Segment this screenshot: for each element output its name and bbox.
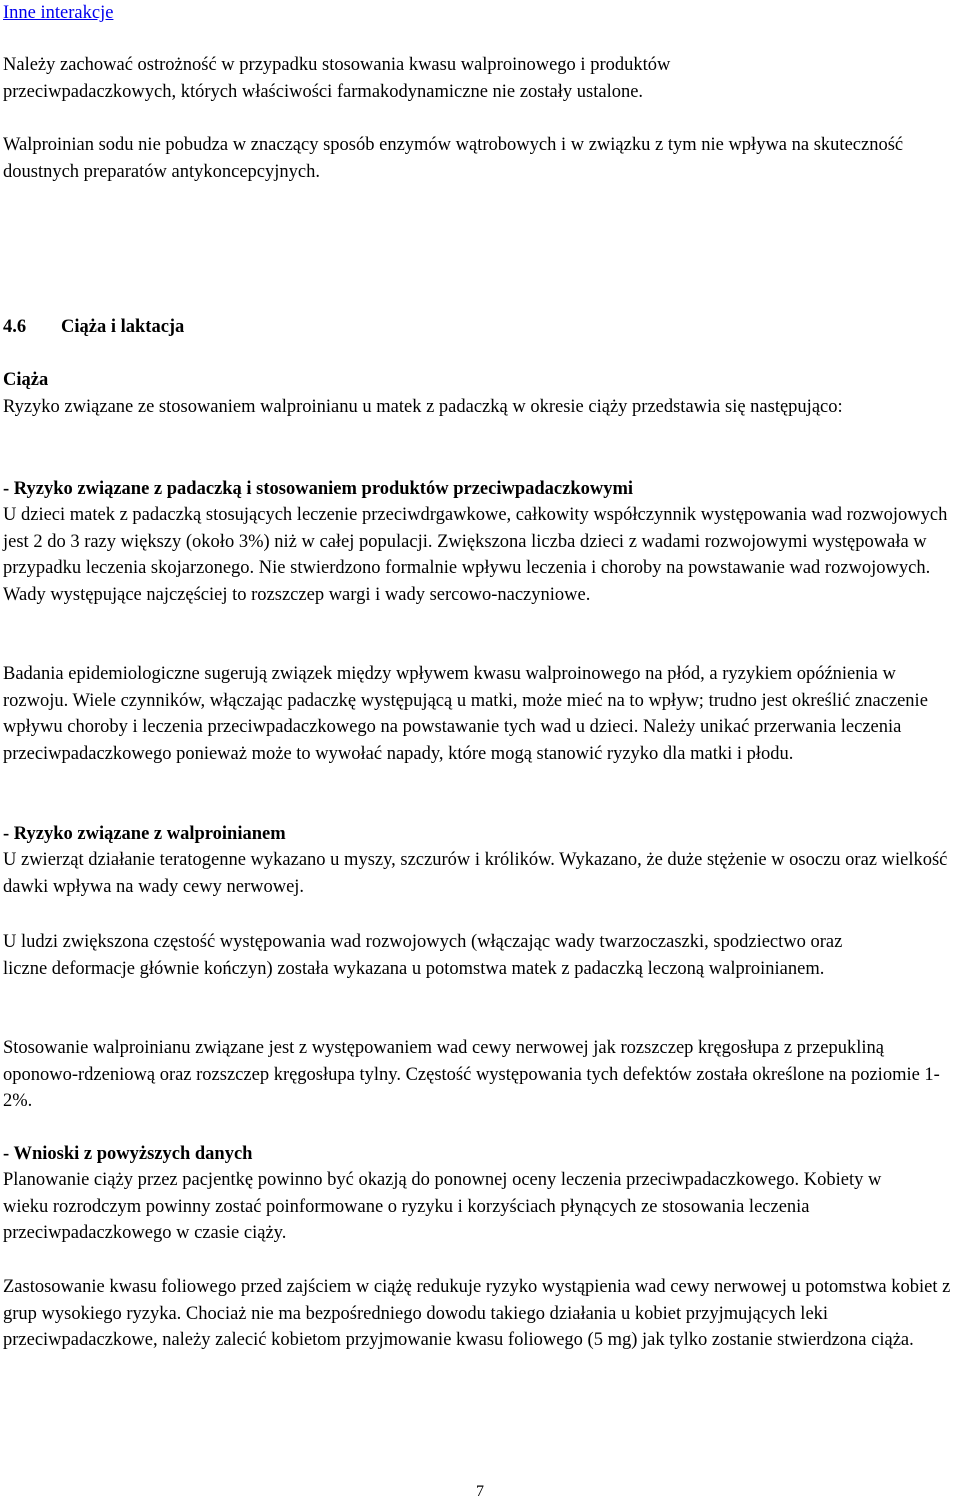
humans-paragraph: U ludzi zwiększona częstość występowania wad rozwojowych (włączając wady twarzoczaszki, spodziectwo oraz liczne deformacje głównie kończyn) została wykazana u potomstwa matek z padaczką leczoną walproinianem. <box>3 932 843 979</box>
conclusions-text: Planowanie ciąży przez pacjentkę powinno być okazją do ponownej oceny leczenia przeciwpadaczkowego. Kobiety w wieku rozrodczym powinny zostać poinformowane o ryzyku i korzyściach płynących ze stosowania leczenia przeciwpadaczkowego w czasie ciąży. <box>3 1170 882 1243</box>
folic-acid-paragraph: Zastosowanie kwasu foliowego przed zajściem w ciążę redukuje ryzyko wystąpienia wad cewy nerwowej u potomstwa kobiet z grup wysokiego ryzyka. Chociaż nie ma bezpośredniego dowodu takiego działania u kobiet przyjmujących leki przeciwpadaczkowe, należy zalecić kobietom przyjmowanie kwasu foliowego (5 mg) jak tylko zostanie stwierdzona ciąża. <box>3 1277 951 1350</box>
section-name: Ciąża i laktacja <box>61 317 185 337</box>
page-number: 7 <box>476 1483 484 1500</box>
risk-epilepsy-text: U dzieci matek z padaczką stosujących leczenie przeciwdrgawkowe, całkowity współczynnik występowania wad rozwojowych jest 2 do 3 razy większy (około 3%) niż w całej populacji. Zwiększona liczba dzieci z wadami rozwojowymi występowała w przypadku leczenia skojarzonego. Nie stwierdzono formalnie wpływu leczenia i choroby na powstawanie wad rozwojowych. Wady występujące najczęściej to rozszczep wargi i wady sercowo-naczyniowe. <box>3 505 948 605</box>
interactions-paragraph-2: Walproinian sodu nie pobudza w znaczący sposób enzymów wątrobowych i w związku z tym nie wpływa na skuteczność doustnych preparatów antykoncepcyjnych. <box>3 135 904 182</box>
inne-interakcje-heading: Inne interakcje <box>3 3 114 23</box>
pregnancy-intro: Ryzyko związane ze stosowaniem walproinianu u matek z padaczką w okresie ciąży przedstawia się następująco: <box>3 397 843 417</box>
risk-valproate-text: U zwierząt działanie teratogenne wykazano u myszy, szczurów i królików. Wykazano, że duże stężenie w osoczu oraz wielkość dawki wpływa na wady cewy nerwowej. <box>3 850 948 897</box>
pregnancy-heading: Ciąża <box>3 370 49 390</box>
risk-epilepsy-heading: - Ryzyko związane z padaczką i stosowaniem produktów przeciwpadaczkowymi <box>3 479 634 499</box>
conclusions-heading: - Wnioski z powyższych danych <box>3 1144 253 1164</box>
section-title <box>3 314 184 341</box>
neural-tube-paragraph: Stosowanie walproinianu związane jest z występowaniem wad cewy nerwowej jak rozszczep kręgosłupa z przepukliną oponowo-rdzeniową oraz rozszczep kręgosłupa tylny. Częstość występowania tych defektów została określone na poziomie 1-2%. <box>3 1038 940 1111</box>
epidemiology-paragraph: Badania epidemiologiczne sugerują związek między wpływem kwasu walproinowego na płód, a ryzykiem opóźnienia w rozwoju. Wiele czynników, włączając padaczkę występującą u matki, może mieć na to wpływ; trudno jest określić znaczenie wpływu choroby i leczenia przeciwpadaczkowego na powstawanie tych wad u dzieci. Należy unikać przerwania leczenia przeciwpadaczkowego ponieważ może to wywołać napady, które mogą stanowić ryzyko dla matki i płodu. <box>3 664 928 764</box>
risk-valproate-heading: - Ryzyko związane z walproinianem <box>3 824 286 844</box>
interactions-paragraph-1: Należy zachować ostrożność w przypadku stosowania kwasu walproinowego i produktów przeciwpadaczkowych, których właściwości farmakodynamiczne nie zostały ustalone. <box>3 55 671 102</box>
section-number: 4.6 <box>3 317 27 337</box>
